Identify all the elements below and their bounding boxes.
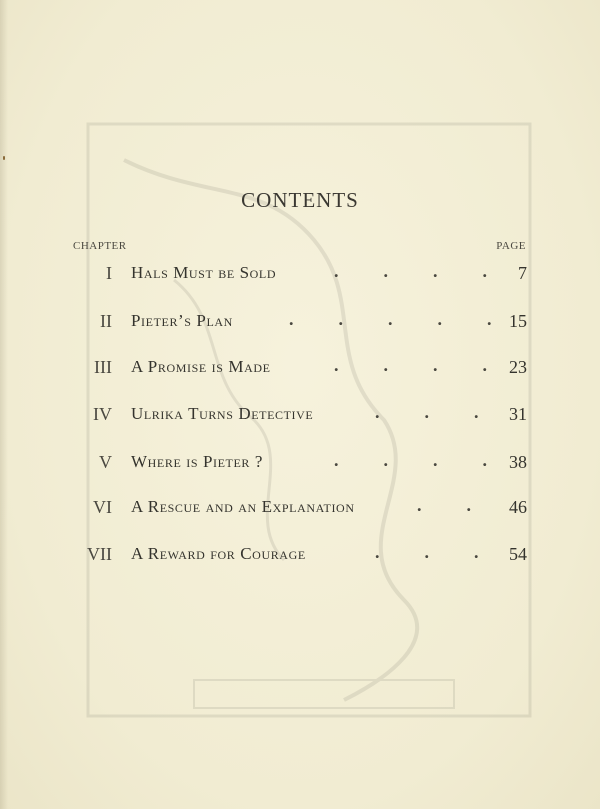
page-number: 46 [509, 497, 527, 517]
leader-dots: . . . [375, 542, 479, 562]
chapter-numeral: I [106, 263, 112, 283]
toc-entry [0, 497, 600, 525]
toc-entry [0, 404, 600, 432]
page-number: 23 [509, 357, 527, 377]
toc-entry [0, 311, 600, 339]
page-number: 15 [509, 311, 527, 331]
page-number: 54 [509, 544, 527, 564]
chapter-column-label: CHAPTER [73, 240, 127, 252]
toc-entry [0, 263, 600, 291]
leader-dots: . . . . . [289, 309, 492, 329]
chapter-numeral: V [99, 452, 112, 472]
chapter-title: A Rescue and an Explanation [131, 497, 355, 516]
chapter-title: Where is Pieter ? [131, 452, 263, 471]
chapter-title: A Reward for Courage [131, 544, 306, 563]
page-number: 31 [509, 404, 527, 424]
toc-entry [0, 544, 600, 572]
page-number: 38 [509, 452, 527, 472]
leader-dots: . . . [375, 402, 479, 422]
chapter-title: Hals Must be Sold [131, 263, 277, 282]
leader-dots: . . . . [334, 355, 487, 375]
chapter-title: A Promise is Made [131, 357, 271, 376]
toc-entry [0, 452, 600, 480]
chapter-title: Pieter’s Plan [131, 311, 233, 330]
chapter-title: Ulrika Turns Detective [131, 404, 314, 423]
chapter-numeral: VI [93, 497, 112, 517]
leader-dots: . . . . [334, 261, 487, 281]
chapter-numeral: III [94, 357, 112, 377]
chapter-numeral: IV [93, 404, 112, 424]
leader-dots: . . . . [334, 450, 487, 470]
toc-entry [0, 357, 600, 385]
page-title: CONTENTS [241, 188, 359, 212]
page-number: 7 [518, 263, 527, 283]
page-column-label: PAGE [496, 240, 526, 252]
chapter-numeral: II [100, 311, 112, 331]
leader-dots: . . [417, 495, 471, 515]
chapter-numeral: VII [87, 544, 112, 564]
